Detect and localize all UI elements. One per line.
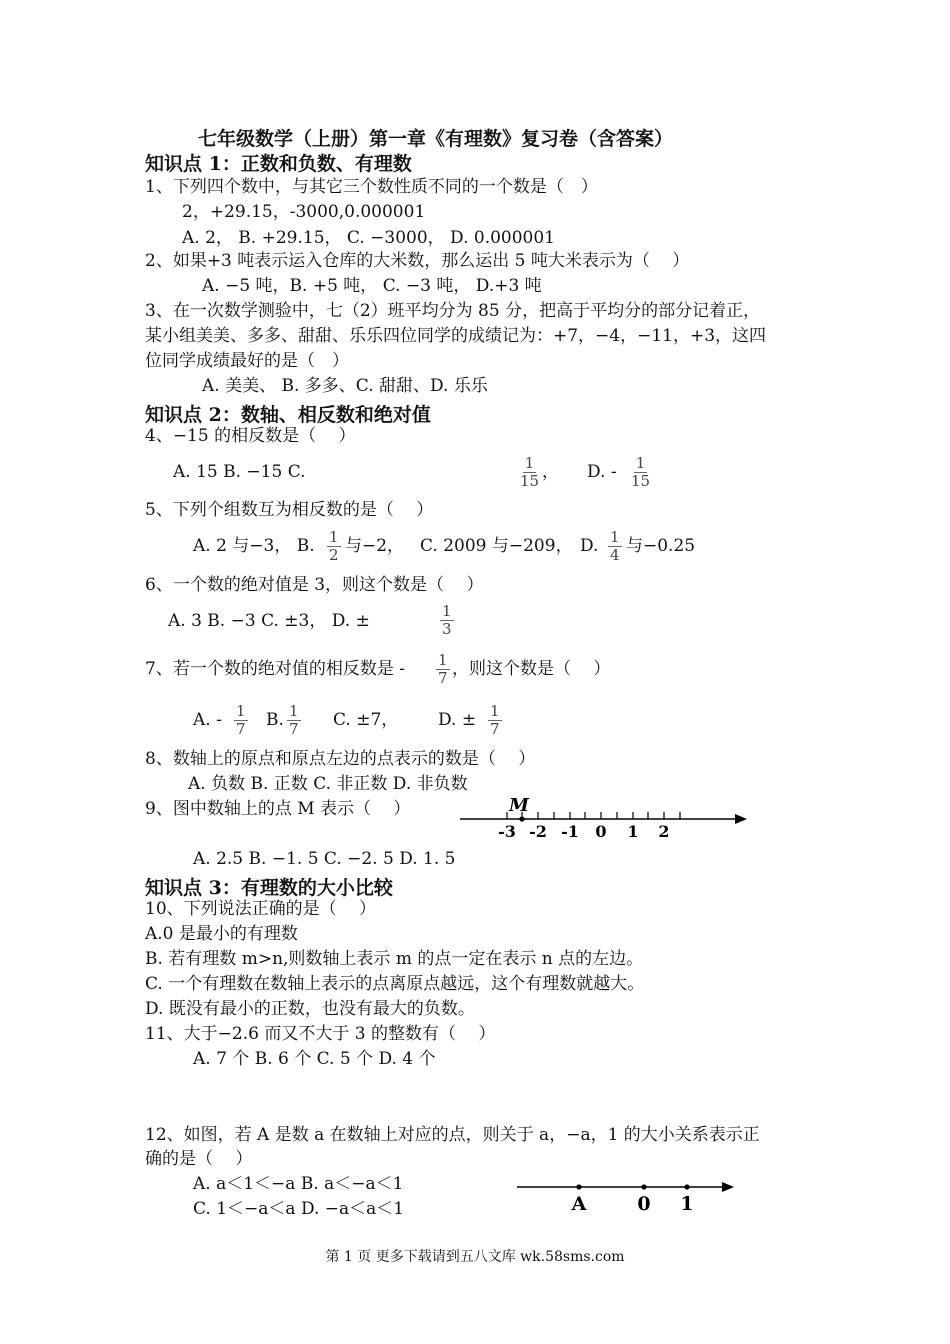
q12-line-2: 确的是（ ） bbox=[145, 1149, 253, 1169]
q5-option-d-fraction bbox=[608, 529, 622, 564]
q7-option-b-fraction bbox=[287, 703, 301, 738]
fraction-numerator: 1 bbox=[490, 702, 500, 720]
section-heading-1: 知识点 1：正数和负数、有理数 bbox=[145, 153, 412, 175]
q1-stem: 1、下列四个数中，与其它三个数性质不同的一个数是（ ） bbox=[145, 177, 598, 197]
section-heading-3: 知识点 3：有理数的大小比较 bbox=[145, 877, 393, 899]
q1-numbers: 2，+29.15，-3000,0.000001 bbox=[182, 202, 426, 222]
fraction-denominator: 7 bbox=[438, 669, 448, 687]
q6-option-d-fraction bbox=[440, 603, 454, 638]
q5-option-d-label: D. bbox=[580, 536, 599, 556]
fraction-numerator: 1 bbox=[236, 702, 246, 720]
q4-stem: 4、−15 的相反数是（ ） bbox=[145, 426, 356, 446]
fraction-denominator: 3 bbox=[442, 620, 452, 638]
point-a-marker bbox=[576, 1184, 581, 1189]
section-heading-2: 知识点 2：数轴、相反数和绝对值 bbox=[145, 404, 431, 426]
q5-option-b-fraction bbox=[327, 529, 341, 564]
q7-option-b-label: B. bbox=[266, 710, 284, 730]
page-title: 七年级数学（上册）第一章《有理数》复习卷（含答案） bbox=[198, 128, 674, 150]
q8-options: A. 负数 B. 正数 C. 非正数 D. 非负数 bbox=[188, 774, 468, 794]
tick-label: -3 bbox=[498, 822, 516, 841]
fraction-numerator: 1 bbox=[524, 454, 535, 472]
q4-options-abc: A. 15 B. −15 C. bbox=[173, 462, 306, 482]
q10-option-a: A.0 是最小的有理数 bbox=[145, 924, 298, 944]
q7-stem-end: ，则这个数是（ ） bbox=[452, 659, 611, 679]
point-a-label: A bbox=[571, 1193, 587, 1215]
q3-line-2: 某小组美美、多多、甜甜、乐乐四位同学的成绩记为：+7，−4，−11，+3，这四 bbox=[145, 326, 767, 346]
fraction-denominator: 15 bbox=[631, 472, 651, 490]
q1-options: A. 2， B. +29.15， C. −3000， D. 0.000001 bbox=[182, 228, 555, 248]
q11-stem: 11、大于−2.6 而又不大于 3 的整数有（ ） bbox=[145, 1024, 496, 1044]
number-line-arrow bbox=[722, 1182, 734, 1192]
q8-stem: 8、数轴上的原点和原点左边的点表示的数是（ ） bbox=[145, 749, 536, 769]
q4-option-d-fraction bbox=[629, 455, 652, 490]
q5-option-c: C. 2009 与−209， bbox=[420, 536, 573, 556]
q7-option-d-label: D. ± bbox=[438, 710, 477, 730]
fraction-denominator: 2 bbox=[329, 546, 339, 564]
q12-line-1: 12、如图，若 A 是数 a 在数轴上对应的点，则关于 a，−a，1 的大小关系表示正 bbox=[145, 1125, 760, 1145]
q4-option-c-fraction bbox=[518, 455, 541, 490]
fraction-denominator: 4 bbox=[610, 546, 620, 564]
origin-marker bbox=[641, 1184, 646, 1189]
fraction-numerator: 1 bbox=[610, 528, 620, 546]
fraction-numerator: 1 bbox=[329, 528, 339, 546]
point-m-marker bbox=[519, 816, 524, 821]
q2-stem: 2、如果+3 吨表示运入仓库的大米数，那么运出 5 吨大米表示为（ ） bbox=[145, 251, 690, 271]
fraction-denominator: 7 bbox=[236, 720, 246, 738]
q4-option-d-label: D. - bbox=[587, 462, 617, 482]
q5-option-d-tail: 与−0.25 bbox=[626, 536, 696, 556]
q5-stem: 5、下列个组数互为相反数的是（ ） bbox=[145, 500, 434, 520]
q10-stem: 10、下列说法正确的是（ ） bbox=[145, 899, 377, 919]
q10-option-c: C. 一个有理数在数轴上表示的点离原点越远，这个有理数就越大。 bbox=[145, 974, 645, 994]
q9-options: A. 2.5 B. −1. 5 C. −2. 5 D. 1. 5 bbox=[193, 849, 456, 869]
number-line-ticks bbox=[507, 812, 680, 819]
q7-option-a-label: A. - bbox=[193, 710, 222, 730]
q9-number-line bbox=[455, 792, 755, 844]
q12-options-ab: A. a＜1＜−a B. a＜−a＜1 bbox=[193, 1174, 404, 1194]
q6-stem: 6、一个数的绝对值是 3，则这个数是（ ） bbox=[145, 575, 484, 595]
q10-option-d: D. 既没有最小的正数，也没有最大的负数。 bbox=[145, 999, 475, 1019]
q2-options: A. −5 吨，B. +5 吨， C. −3 吨， D.+3 吨 bbox=[202, 276, 542, 296]
q7-stem-fraction bbox=[436, 652, 450, 687]
page-footer: 第 1 页 更多下载请到五八文库 wk.58sms.com bbox=[325, 1249, 625, 1265]
fraction-numerator: 1 bbox=[442, 602, 452, 620]
q7-stem-start: 7、若一个数的绝对值的相反数是 - bbox=[145, 659, 405, 679]
q9-stem: 9、图中数轴上的点 M 表示（ ） bbox=[145, 799, 411, 819]
tick-label: 2 bbox=[658, 822, 670, 841]
q6-options: A. 3 B. −3 C. ±3， D. ± bbox=[168, 611, 370, 631]
q11-options: A. 7 个 B. 6 个 C. 5 个 D. 4 个 bbox=[193, 1049, 436, 1069]
point-one-marker bbox=[684, 1184, 689, 1189]
q7-option-a-fraction bbox=[234, 703, 248, 738]
fraction-numerator: 1 bbox=[289, 702, 299, 720]
fraction-numerator: 1 bbox=[438, 651, 448, 669]
fraction-denominator: 7 bbox=[289, 720, 299, 738]
q10-option-b: B. 若有理数 m>n,则数轴上表示 m 的点一定在表示 n 点的左边。 bbox=[145, 949, 644, 969]
q5-option-b-tail: 与−2， bbox=[345, 536, 405, 556]
q3-options: A. 美美、 B. 多多、C. 甜甜、D. 乐乐 bbox=[202, 376, 488, 396]
q5-option-a: A. 2 与−3， B. bbox=[193, 536, 315, 556]
tick-label: -2 bbox=[529, 822, 547, 841]
q3-line-3: 位同学成绩最好的是（ ） bbox=[145, 351, 349, 371]
tick-label: 1 bbox=[627, 822, 639, 841]
q12-number-line bbox=[512, 1170, 744, 1220]
tick-label: 0 bbox=[595, 822, 607, 841]
fraction-numerator: 1 bbox=[635, 454, 646, 472]
number-line-arrow bbox=[735, 814, 747, 824]
origin-label: 0 bbox=[637, 1193, 651, 1215]
point-one-label: 1 bbox=[680, 1193, 694, 1215]
q4-option-c-tail: ， bbox=[542, 462, 559, 482]
point-m-label: M bbox=[509, 795, 529, 816]
fraction-denominator: 7 bbox=[490, 720, 500, 738]
q7-option-d-fraction bbox=[488, 703, 502, 738]
q12-options-cd: C. 1＜−a＜a D. −a＜a＜1 bbox=[193, 1199, 405, 1219]
tick-label: -1 bbox=[561, 822, 579, 841]
q3-line-1: 3、在一次数学测验中，七（2）班平均分为 85 分，把高于平均分的部分记着正， bbox=[145, 301, 761, 321]
fraction-denominator: 15 bbox=[520, 472, 540, 490]
q7-option-c: C. ±7， bbox=[333, 710, 399, 730]
